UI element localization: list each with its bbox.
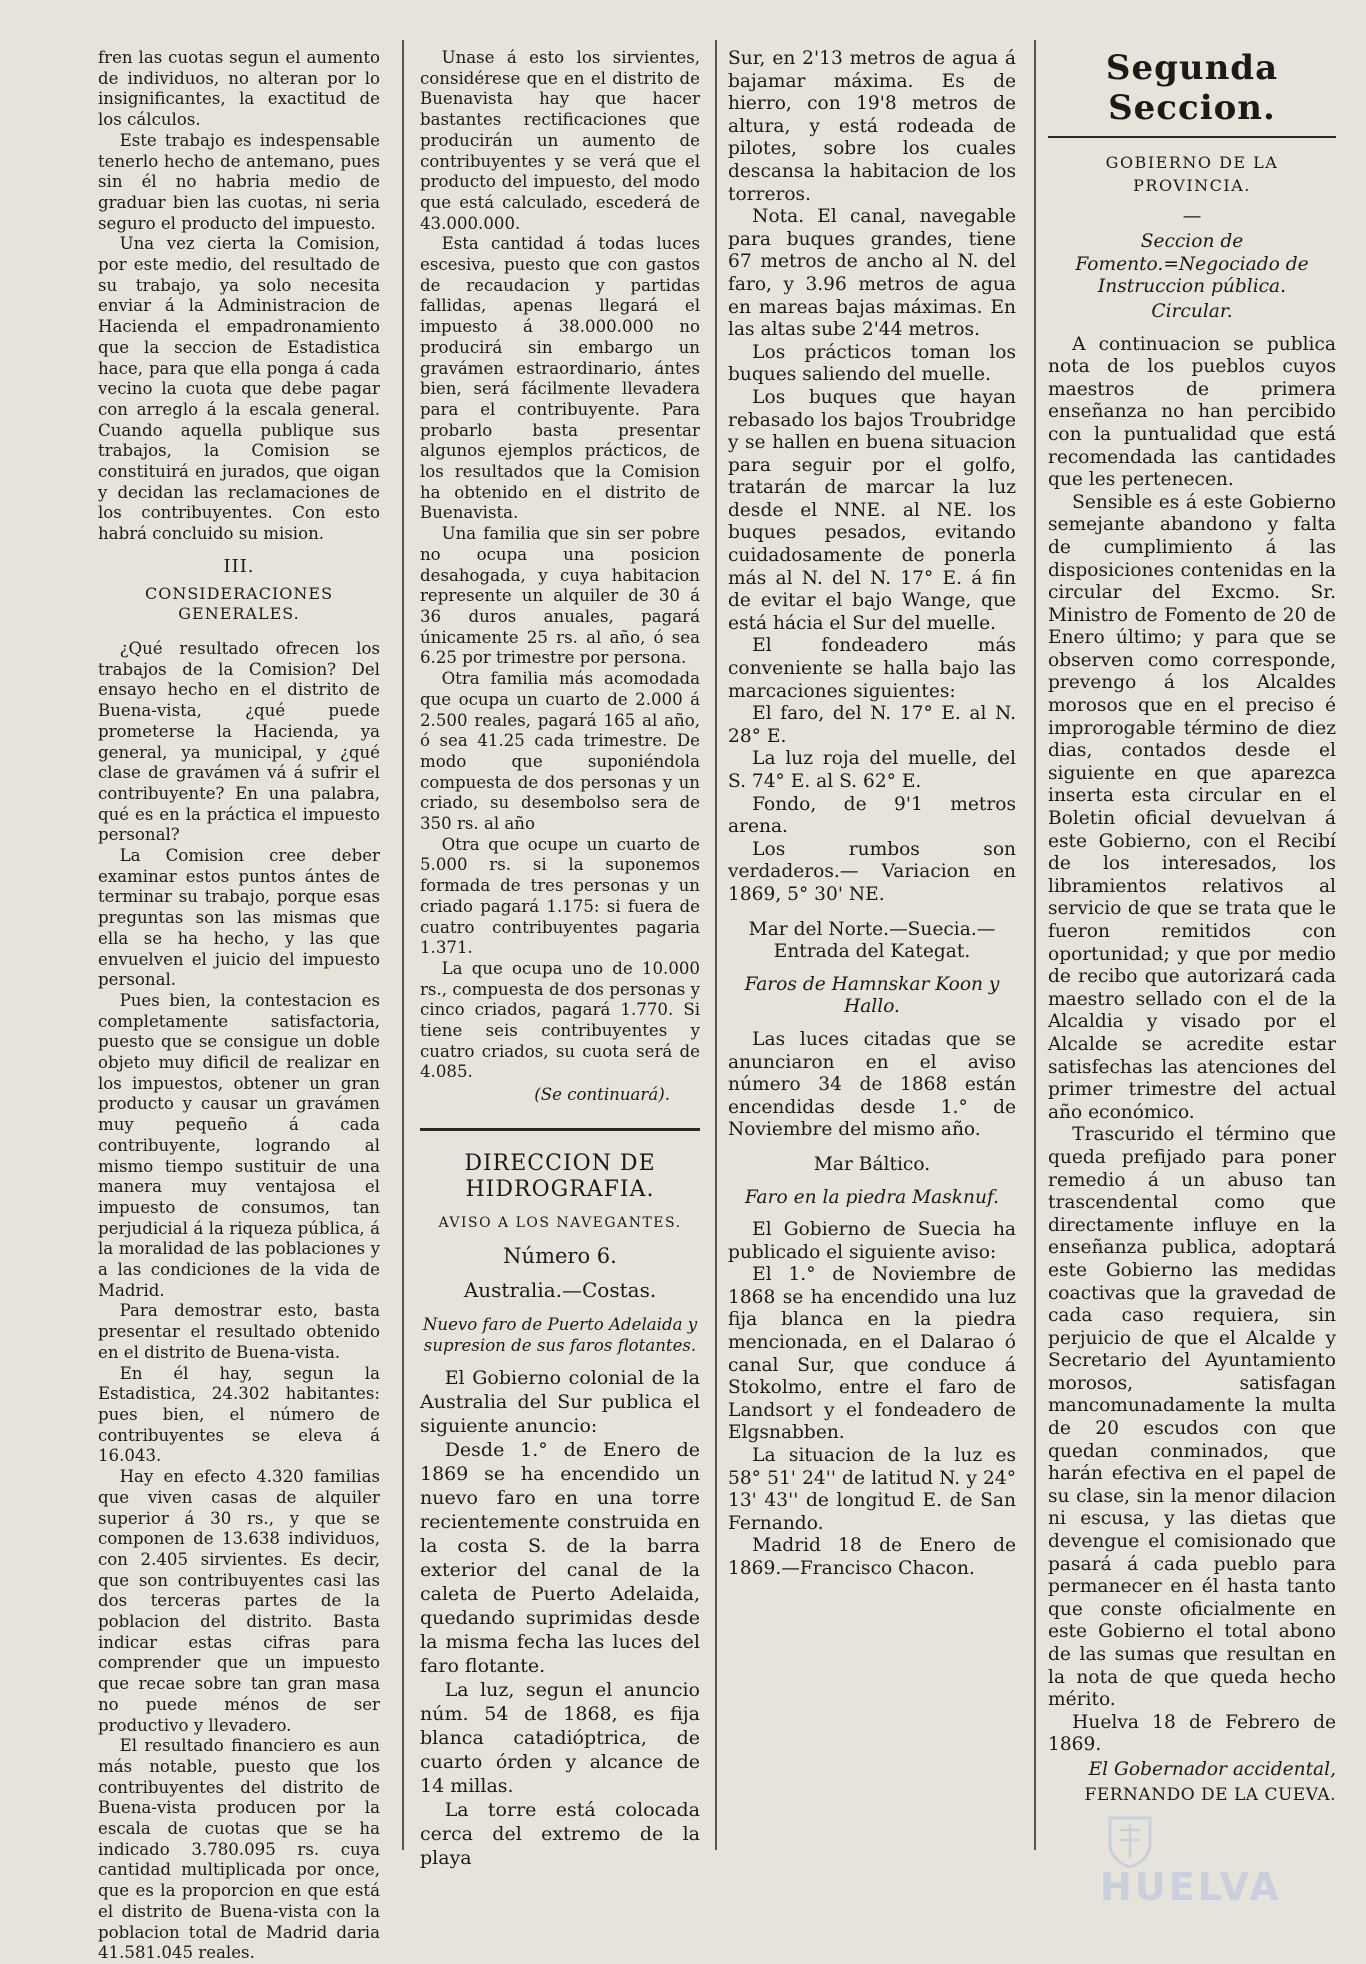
circular-heading: Circular. [1151, 300, 1233, 322]
notice-subtitle: Faros de Hamnskar Koon y Hallo. [744, 973, 1000, 1018]
dash: — [1182, 206, 1202, 228]
section-number: III. [223, 555, 255, 577]
paragraph: Trascurido el término que queda prefijado para poner remedio á un abuso tan trascendental como que directamente influye en la enseñanza publica, adoptará este Gobierno las medidas coactivas que la gravedad de cada caso requiera, sin perjuicio de que el Alcalde y Secretario del Ayuntamiento morosos, satisfagan mancomunadamente la multa de 20 escudos con que quedan conminados, que harán efectiva en el papel de su clase, sin la menor dilacion ni escusa, y las dietas que devengue el comisionado que pasará á cada pueblo para permanecer en él hasta tanto que conste oficialmente en este Gobierno el total abono de las sumas que resultan en la nota de que queda hecho mérito. [1048, 1124, 1336, 1711]
paragraph: Esta cantidad á todas luces escesiva, puesto que con gastos de recaudacion y partidas fallidas, apenas llegará el impuesto á 38.000.000 no producirá sin embargo un gravámen estraordinario, ántes bien, será fácilmente llevadera para el contribuyente. Para probarlo basta presentar algunos ejemplos prácticos, de los resultados que la Comision ha obtenido en el distrito de Buenavista. [420, 234, 700, 523]
paragraph: El Gobierno de Suecia ha publicado el siguiente aviso: [728, 1219, 1016, 1263]
paragraph: Los rumbos son verdaderos.— Variacion en 1869, 5° 30' NE. [728, 838, 1016, 905]
paragraph: Para demostrar esto, basta presentar el resultado obtenido en el distrito de Buena-vista. [98, 1301, 380, 1362]
paragraph: Hay en efecto 4.320 familias que viven casas de alquiler superior á 30 rs., y que se componen de 13.638 individuos, con 2.405 sirvientes. Es decir, que son contribuyentes casi las dos terceras partes de la poblacion del distrito. Basta indicar estas cifras para comprender que un impuesto que recae sobre tan gran masa no puede ménos de ser productivo y llevadero. [98, 1467, 380, 1735]
signer-name: FERNANDO DE LA CUEVA. [1084, 1784, 1336, 1805]
column-1 [98, 48, 380, 1964]
paragraph: Los prácticos toman los buques saliendo del muelle. [728, 341, 1016, 386]
column-2 [420, 48, 700, 1870]
paragraph: fren las cuotas segun el aumento de individuos, no alteran por lo insignificantes, la exactitud de los cálculos. [98, 48, 380, 130]
region-heading: Mar del Norte.—Suecia.— Entrada del Kategat. [748, 918, 996, 963]
region-heading: Australia.—Costas. [463, 1278, 657, 1303]
notice-subtitle: Faro en la piedra Masknuf. [744, 1186, 1000, 1208]
date-line: Huelva 18 de Febrero de 1869. [1048, 1711, 1336, 1756]
paragraph: Otra familia más acomodada que ocupa un cuarto de 2.000 á 2.500 reales, pagará 165 al año, ó sea 41.25 cada trimestre. De modo que suponiéndola compuesta de dos personas y un criado, su desembolso sera de 350 rs. al año [420, 669, 700, 834]
paragraph: Una familia que sin ser pobre no ocupa una posicion desahogada, y cuya habitacion represente un alquiler de 30 á 36 duros anuales, pagará únicamente 25 rs. al año, ó sea 6.25 por trimestre por persona. [420, 524, 700, 668]
notice-subtitle: Seccion de Fomento.=Negociado de Instruccion pública. [1075, 231, 1309, 298]
article-title: DIRECCION DE HIDROGRAFIA. [464, 1150, 656, 1202]
paragraph: La torre está colocada cerca del extremo de la playa [420, 1799, 700, 1870]
notice-subtitle: Nuevo faro de Puerto Adelaida y supresion de sus faros flotantes. [422, 1314, 698, 1355]
paragraph: Desde 1.° de Enero de 1869 se ha encendido un nuevo faro en una torre recientemente construida en la costa S. de la barra exterior del canal de la caleta de Puerto Adelaida, quedando suprimidas desde la misma fecha las luces del faro flotante. [420, 1439, 700, 1678]
paragraph: La luz roja del muelle, del S. 74° E. al S. 62° E. [728, 748, 1016, 792]
paragraph: La que ocupa uno de 10.000 rs., compuesta de dos personas y cinco criados, pagará 1.770. Si tiene seis contribuyentes y cuatro criados, su cuota será de 4.085. [420, 958, 700, 1082]
archive-watermark [1100, 1810, 1350, 1910]
column-divider [402, 40, 404, 1850]
signer-title: El Gobernador accidental, [1088, 1758, 1336, 1780]
crest-icon [1100, 1810, 1160, 1870]
column-divider [1034, 40, 1036, 1850]
paragraph: La Comision cree deber examinar estos puntos ántes de terminar su trabajo, porque esas preguntas son las mismas que ella se ha hecho, y las que envuelven el juicio del impuesto personal. [98, 846, 380, 990]
continued-note: (Se continuará). [534, 1085, 670, 1105]
paragraph: Fondo, de 9'1 metros arena. [728, 793, 1016, 838]
paragraph: Las luces citadas que se anunciaron en el aviso número 34 de 1868 están encendidas desde 1.° de Noviembre del mismo año. [728, 1028, 1016, 1141]
paragraph: Pues bien, la contestacion es completamente satisfactoria, puesto que se consigue un doble objeto muy dificil de realizar en los impuestos, obtener un gran producto y causar un gravámen muy pequeño á cada contribuyente, logrando al mismo tiempo sustituir de una manera muy ventajosa el impuesto de consumos, tan perjudicial á la riqueza pública, á la moralidad de las poblaciones y a las condiciones de la vida de Madrid. [98, 990, 380, 1300]
paragraph: El faro, del N. 17° E. al N. 28° E. [728, 703, 1016, 747]
paragraph: Los buques que hayan rebasado los bajos Troubridge y se hallen en buena situacion para seguir por el golfo, tratarán de marcar la luz desde el NNE. al NE. los buques pesados, evitando cuidadosamente de ponerla más al N. del N. 17° E. á fin de evitar el bajo Wange, que está hácia el Sur del muelle. [728, 386, 1016, 634]
paragraph: ¿Qué resultado ofrecen los trabajos de la Comision? Del ensayo hecho en el distrito de Buena-vista, ¿qué puede prometerse la Hacienda, ya general, ya municipal, y ¿qué clase de gravámen vá á sufrir el contribuyente? En una palabra, qué es en la práctica el impuesto personal? [98, 638, 380, 845]
column-divider [715, 40, 717, 1850]
paragraph: Nota. El canal, navegable para buques grandes, tiene 67 metros de ancho al N. del faro, y 3.96 metros de agua en mareas bajas máximas. En las altas sube 2'44 metros. [728, 206, 1016, 341]
paragraph: En él hay, segun la Estadistica, 24.302 habitantes: pues bien, el número de contribuyentes se eleva á 16.043. [98, 1363, 380, 1466]
section-title: Segunda Seccion. [1105, 48, 1279, 128]
section-divider [420, 1128, 700, 1131]
paragraph: A continuacion se publica nota de los pueblos cuyos maestros de primera enseñanza no han percibido con la puntualidad que está recomendada las cantidades que les pertenecen. [1048, 333, 1336, 491]
paragraph: Madrid 18 de Enero de 1869.—Francisco Chacon. [728, 1535, 1016, 1579]
column-3 [728, 48, 1016, 1581]
column-4 [1048, 48, 1336, 1806]
notice-heading: AVISO A LOS NAVEGANTES. [438, 1214, 682, 1231]
paragraph: El fondeadero más conveniente se halla bajo las marcaciones siguientes: [728, 635, 1016, 702]
watermark-text: HUELVA [1100, 1865, 1282, 1909]
paragraph: Una vez cierta la Comision, por este medio, del resultado de su trabajo, ya solo necesita enviar á la Administracion de Hacienda el empadronamiento que la seccion de Estadistica hace, para que ella ponga á cada vecino la cuota que debe pagar con arreglo á la escala general. Cuando aquella publique sus trabajos, la Comision se constituirá en jurados, que oigan y decidan las reclamaciones de los contribuyentes. Con esto habrá concluido su mision. [98, 234, 380, 544]
department-heading: GOBIERNO DE LA PROVINCIA. [1105, 153, 1279, 195]
paragraph: Sensible es á este Gobierno semejante abandono y falta de cumplimiento á las disposiciones contenidas en la circular del Excmo. Sr. Ministro de Fomento de 20 de Enero último; y para que se observen como corresponde, prevengo á los Alcaldes morosos que en el preciso é improrogable término de diez dias, contados desde el siguiente en que aparezca inserta esta circular en el Boletin oficial devuelvan á este Gobierno, con el Recibí de los interesados, los libramientos relativos al servicio de que se trata que le fueron remitidos con oportunidad; y que por medio de recibo que autorizará cada maestro sellado con el de la Alcaldia y visado por el Alcalde se acredite estar satisfechas las atenciones del primer trimestre del actual año económico. [1048, 491, 1336, 1123]
paragraph: La luz, segun el anuncio núm. 54 de 1868, es fija blanca catadióptrica, de cuarto órden y alcance de 14 millas. [420, 1679, 700, 1798]
paragraph: El Gobierno colonial de la Australia del Sur publica el siguiente anuncio: [420, 1367, 700, 1438]
section-title: CONSIDERACIONES GENERALES. [144, 583, 334, 624]
paragraph: La situacion de la luz es 58° 51' 24'' de latitud N. y 24° 13' 43'' de longitud E. de San Fernando. [728, 1445, 1016, 1534]
section-divider [1048, 136, 1336, 138]
paragraph: El resultado financiero es aun más notable, puesto que los contribuyentes del distrito de Buena-vista producen por la escala de cuotas que se ha indicado 3.780.095 rs. cuya cantidad multiplicada por once, que es la proporcion en que está el distrito de Buena-vista con la poblacion total de Madrid daria 41.581.045 reales. [98, 1736, 380, 1963]
paragraph: Sur, en 2'13 metros de agua á bajamar máxima. Es de hierro, con 19'8 metros de altura, y está rodeada de pilotes, sobre los cuales descansa la habitacion de los torreros. [728, 48, 1016, 205]
notice-number: Número 6. [503, 1243, 617, 1268]
region-heading: Mar Báltico. [813, 1153, 931, 1175]
paragraph: Este trabajo es indespensable tenerlo hecho de antemano, pues sin él no habria medio de graduar bien las cuotas, ni seria seguro el producto del impuesto. [98, 130, 380, 233]
paragraph: Unase á esto los sirvientes, considérese que en el distrito de Buenavista hay que hacer bastantes rectificaciones que producirán un aumento de contribuyentes y se verá que el producto del impuesto, del modo que está calculado, escederá de 43.000.000. [420, 48, 700, 233]
paragraph: El 1.° de Noviembre de 1868 se ha encendido una luz fija blanca en la piedra mencionada, en el Dalarao ó canal Sur, que conduce á Stokolmo, entre el faro de Landsort y el fondeadero de Elgsnabben. [728, 1264, 1016, 1444]
paragraph: Otra que ocupe un cuarto de 5.000 rs. si la suponemos formada de tres personas y un criado pagará 1.175: si fuera de cuatro contribuyentes pagaria 1.371. [420, 834, 700, 958]
